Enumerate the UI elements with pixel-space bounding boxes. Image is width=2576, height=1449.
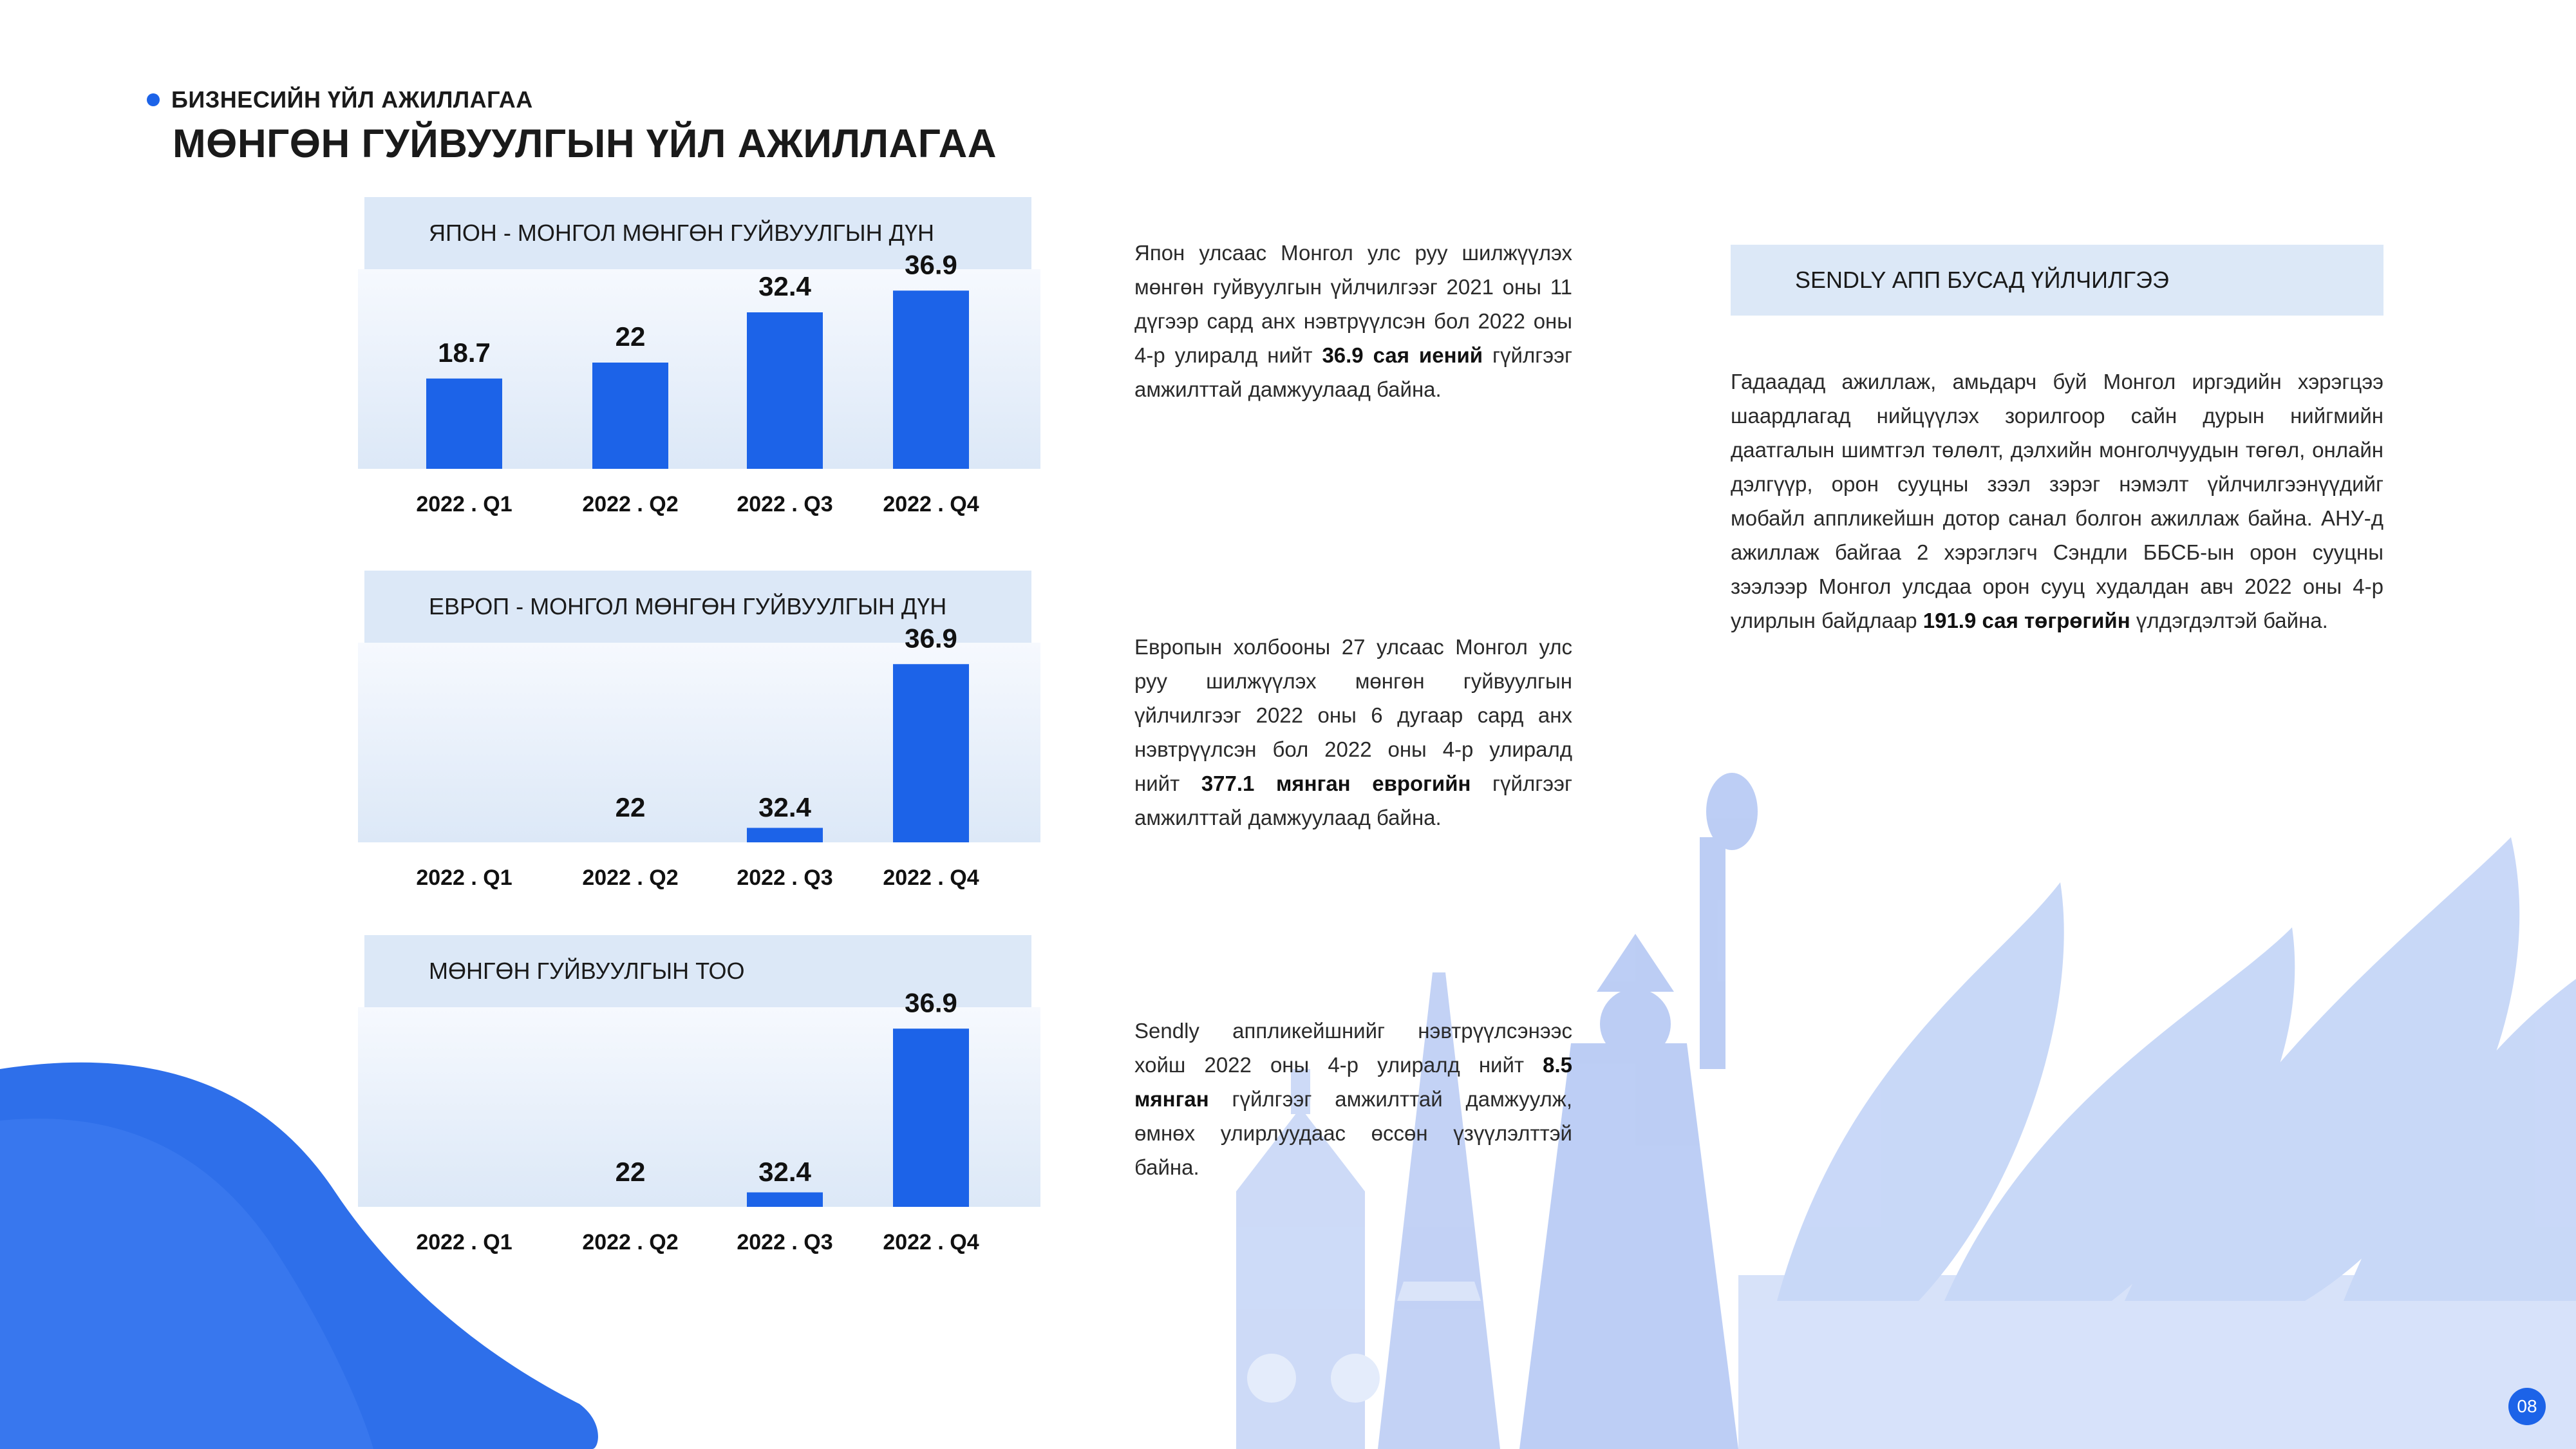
data-label-3: 32.4 — [758, 271, 811, 301]
japan-text-bold: 36.9 сая иений — [1322, 343, 1483, 367]
x-tick-label-3: 2022 . Q3 — [737, 492, 833, 516]
chart-3-title: МӨНГӨН ГУЙВУУЛГЫН ТОО — [364, 935, 1031, 1007]
x-tick-label-2: 2022 . Q2 — [582, 866, 679, 890]
data-label-4: 36.9 — [905, 249, 957, 280]
sendly-text-pre: Sendly аппликейшнийг нэвтрүүлсэнээс хойш 2022 оны 4-р улиралд нийт — [1134, 1019, 1572, 1077]
bar-1 — [426, 379, 502, 469]
data-label-4: 36.9 — [905, 987, 957, 1018]
page-number-badge: 08 — [2508, 1388, 2546, 1425]
chart-1-title: ЯПОН - МОНГОЛ МӨНГӨН ГУЙВУУЛГЫН ДҮН — [364, 197, 1031, 269]
data-label-1: 18.7 — [438, 337, 491, 368]
chart-1 — [358, 249, 1040, 527]
kicker-text: БИЗНЕСИЙН ҮЙЛ АЖИЛЛАГАА — [171, 86, 533, 113]
sendly-text-bold: 8.5 мянган — [1134, 1053, 1572, 1111]
data-label-3: 32.4 — [758, 792, 811, 822]
bullet-dot-icon — [147, 93, 160, 106]
sendly-text-post: гүйлгээг амжилттай дамжуулж, өмнөх улирлуудаас өссөн үзүүлэлттэй байна. — [1134, 1087, 1572, 1179]
services-text-pre: Гадаадад ажиллаж, амьдарч буй Монгол иргэдийн хэрэгцээ шаардлагад нийцүүлэх зорилгоор сайн дурын нийгмийн даатгалын шимтгэл төлөлт, дэлхийн монголчуудын төгөл, онлайн дэлгүүр, орон сууцны зээл зэрэг нэмэлт үйлчилгээнүүдийг мобайл аппликейшн дотор санал болгон ажиллаж байна. АНУ-д ажиллаж байгаа 2 хэрэглэгч Сэндли ББСБ-ын орон сууцны зээлээр Монгол улсдаа орон сууц худалдан авч 2022 оны 4-р улирлын байдлаар — [1731, 370, 2383, 632]
x-tick-label-4: 2022 . Q4 — [883, 866, 979, 890]
chart-3 — [358, 987, 1040, 1265]
data-label-3: 32.4 — [758, 1157, 811, 1187]
bar-3 — [747, 828, 823, 843]
europe-paragraph — [1134, 630, 1572, 835]
x-tick-label-3: 2022 . Q3 — [737, 866, 833, 890]
section-kicker — [147, 86, 533, 113]
data-label-2: 22 — [615, 321, 646, 352]
data-label-4: 36.9 — [905, 623, 957, 654]
services-text-bold: 191.9 сая төгрөгийн — [1923, 609, 2130, 632]
sendly-paragraph — [1134, 1014, 1572, 1184]
japan-text-pre: Япон улсаас Монгол улс руу шилжүүлэх мөнгөн гуйвуулгын үйлчилгээг 2021 оны 11 дүгээр сард анх нэвтрүүлсэн бол 2022 оны 4-р улиралд нийт — [1134, 241, 1572, 367]
bar-3 — [747, 1193, 823, 1208]
bar-4 — [893, 664, 969, 842]
page-title: МӨНГӨН ГУЙВУУЛГЫН ҮЙЛ АЖИЛЛАГАА — [173, 122, 997, 166]
japan-text-post: гүйлгээг амжилттай дамжуулаад байна. — [1134, 343, 1573, 401]
x-tick-label-4: 2022 . Q4 — [883, 492, 979, 516]
bar-2 — [592, 363, 668, 469]
x-tick-label-2: 2022 . Q2 — [582, 492, 679, 516]
x-tick-label-1: 2022 . Q1 — [416, 866, 512, 890]
bar-4 — [893, 290, 969, 469]
services-paragraph — [1731, 365, 2383, 638]
data-label-2: 22 — [615, 1157, 646, 1187]
chart-2 — [358, 623, 1040, 900]
bar-4 — [893, 1028, 969, 1207]
chart-2-title: ЕВРОП - МОНГОЛ МӨНГӨН ГУЙВУУЛГЫН ДҮН — [364, 571, 1031, 643]
europe-text-post: гүйлгээг амжилттай дамжуулаад байна. — [1134, 772, 1572, 829]
x-tick-label-3: 2022 . Q3 — [737, 1230, 833, 1255]
services-heading: SENDLY АПП БУСАД ҮЙЛЧИЛГЭЭ — [1731, 245, 2383, 316]
x-tick-label-1: 2022 . Q1 — [416, 1230, 512, 1255]
japan-paragraph — [1134, 236, 1572, 406]
bar-3 — [747, 312, 823, 469]
x-tick-label-4: 2022 . Q4 — [883, 1230, 979, 1255]
data-label-2: 22 — [615, 792, 646, 822]
europe-text-pre: Европын холбооны 27 улсаас Монгол улс руу шилжүүлэх мөнгөн гуйвуулгын үйлчилгээг 2022 оны 6 дугаар сард анх нэвтрүүлсэн бол 2022 оны 4-р улиралд нийт — [1134, 635, 1572, 795]
x-tick-label-1: 2022 . Q1 — [416, 492, 512, 516]
opera-house-illustration — [1738, 837, 2576, 1449]
x-tick-label-2: 2022 . Q2 — [582, 1230, 679, 1255]
services-text-post: үлдэгдэлтэй байна. — [2130, 609, 2328, 632]
europe-text-bold: 377.1 мянган еврогийн — [1201, 772, 1471, 795]
